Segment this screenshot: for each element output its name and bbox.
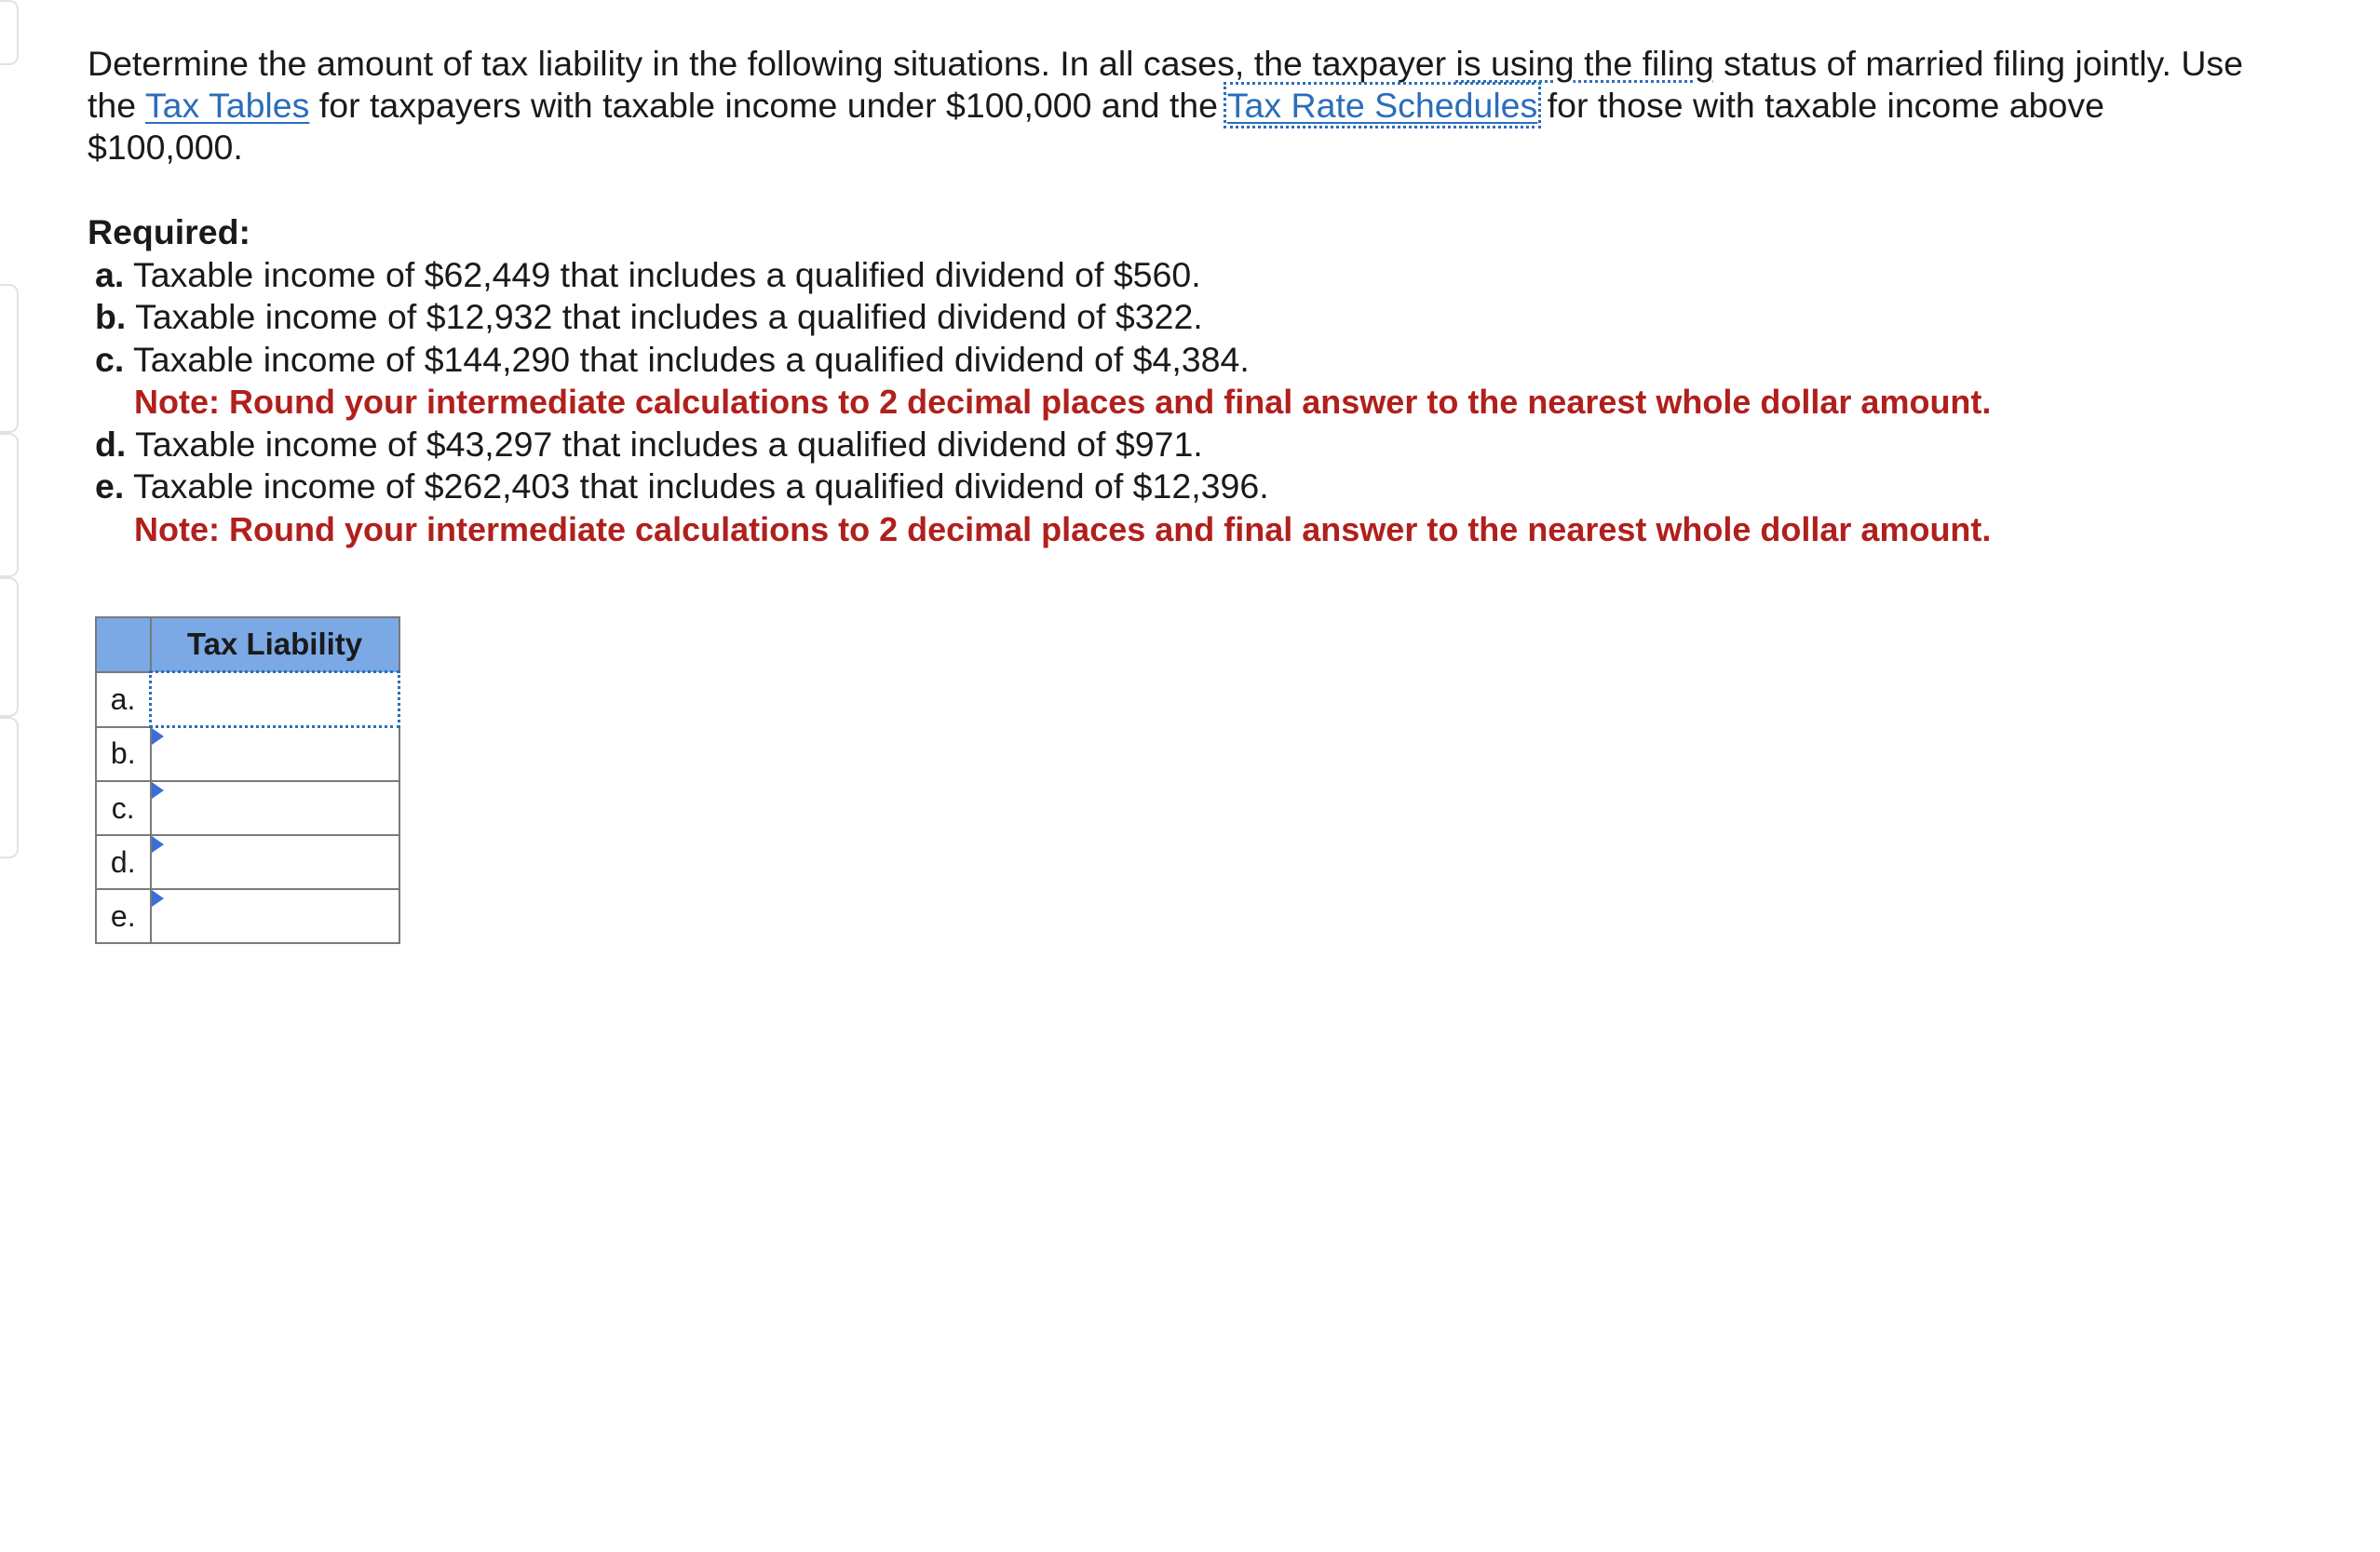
item-letter: a. bbox=[95, 254, 125, 294]
table-row bbox=[96, 889, 399, 943]
answer-cell-c[interactable] bbox=[151, 781, 399, 835]
side-tab-4[interactable] bbox=[0, 577, 19, 717]
answer-cell-a[interactable] bbox=[151, 672, 399, 727]
intro-dotted-phrase: is using the filing bbox=[1455, 44, 1714, 83]
item-text: Taxable income of $43,297 that includes a qualified dividend of $971. bbox=[126, 424, 1203, 464]
tax-tables-link[interactable]: Tax Tables bbox=[144, 86, 310, 125]
answer-cell-d[interactable] bbox=[151, 835, 399, 889]
required-item-a bbox=[88, 254, 2322, 297]
side-tab-5[interactable] bbox=[0, 717, 19, 858]
side-tab-1[interactable] bbox=[0, 0, 19, 65]
table-row bbox=[96, 672, 399, 727]
table-row bbox=[96, 835, 399, 889]
input-flag-icon bbox=[152, 836, 164, 853]
tax-liability-header: Tax Liability bbox=[151, 617, 399, 672]
item-letter: d. bbox=[95, 424, 127, 464]
answer-cell-e[interactable] bbox=[151, 889, 399, 943]
row-label-d: d. bbox=[96, 835, 151, 889]
item-text: Taxable income of $12,932 that includes a qualified dividend of $322. bbox=[126, 297, 1203, 336]
tax-liability-input-a[interactable] bbox=[152, 674, 398, 724]
tax-liability-input-b[interactable] bbox=[152, 729, 399, 779]
header-corner-cell bbox=[96, 617, 151, 672]
required-item-c bbox=[88, 339, 2322, 382]
table-row bbox=[96, 781, 399, 835]
required-list bbox=[88, 254, 2322, 551]
answer-cell-b[interactable] bbox=[151, 727, 399, 782]
table-row bbox=[96, 727, 399, 782]
answer-table bbox=[95, 616, 400, 944]
item-letter: c. bbox=[95, 339, 125, 379]
tax-liability-input-c[interactable] bbox=[152, 783, 399, 833]
input-flag-icon bbox=[152, 890, 164, 907]
row-label-e: e. bbox=[96, 889, 151, 943]
required-heading: Required: bbox=[88, 212, 251, 251]
input-flag-icon bbox=[152, 728, 164, 745]
answer-table-header-row bbox=[96, 617, 399, 672]
input-flag-icon bbox=[152, 782, 164, 799]
tax-liability-input-d[interactable] bbox=[152, 837, 399, 887]
row-label-b: b. bbox=[96, 727, 151, 782]
row-label-a: a. bbox=[96, 672, 151, 727]
side-tab-2[interactable] bbox=[0, 284, 19, 433]
intro-text-2: status of married filing jointly. Use the bbox=[88, 44, 2244, 125]
required-item-e bbox=[88, 466, 2322, 508]
rounding-note-c: Note: Round your intermediate calculations to 2 decimal places and final answer to the nearest whole dollar amount. bbox=[134, 383, 1992, 421]
required-item-d bbox=[88, 424, 2322, 466]
item-letter: b. bbox=[95, 297, 127, 336]
row-label-c: c. bbox=[96, 781, 151, 835]
intro-text-4: for those with taxable income above $100,000. bbox=[88, 86, 2104, 167]
intro-text-1: Determine the amount of tax liability in the following situations. In all cases, the taxpayer bbox=[88, 44, 1456, 83]
item-letter: e. bbox=[95, 466, 125, 506]
item-text: Taxable income of $262,403 that includes a qualified dividend of $12,396. bbox=[124, 466, 1269, 506]
required-section bbox=[88, 211, 2322, 550]
intro-text-3: for taxpayers with taxable income under $100,000 and the bbox=[309, 86, 1227, 125]
required-item-b bbox=[88, 296, 2322, 339]
rounding-note-e: Note: Round your intermediate calculations to 2 decimal places and final answer to the nearest whole dollar amount. bbox=[134, 509, 1992, 548]
tax-rate-schedules-link[interactable]: Tax Rate Schedules bbox=[1226, 86, 1538, 125]
tax-liability-input-e[interactable] bbox=[152, 891, 399, 941]
side-tab-3[interactable] bbox=[0, 433, 19, 577]
item-text: Taxable income of $62,449 that includes a qualified dividend of $560. bbox=[124, 254, 1201, 294]
item-text: Taxable income of $144,290 that includes a qualified dividend of $4,384. bbox=[124, 339, 1250, 379]
question-intro bbox=[88, 43, 2257, 169]
